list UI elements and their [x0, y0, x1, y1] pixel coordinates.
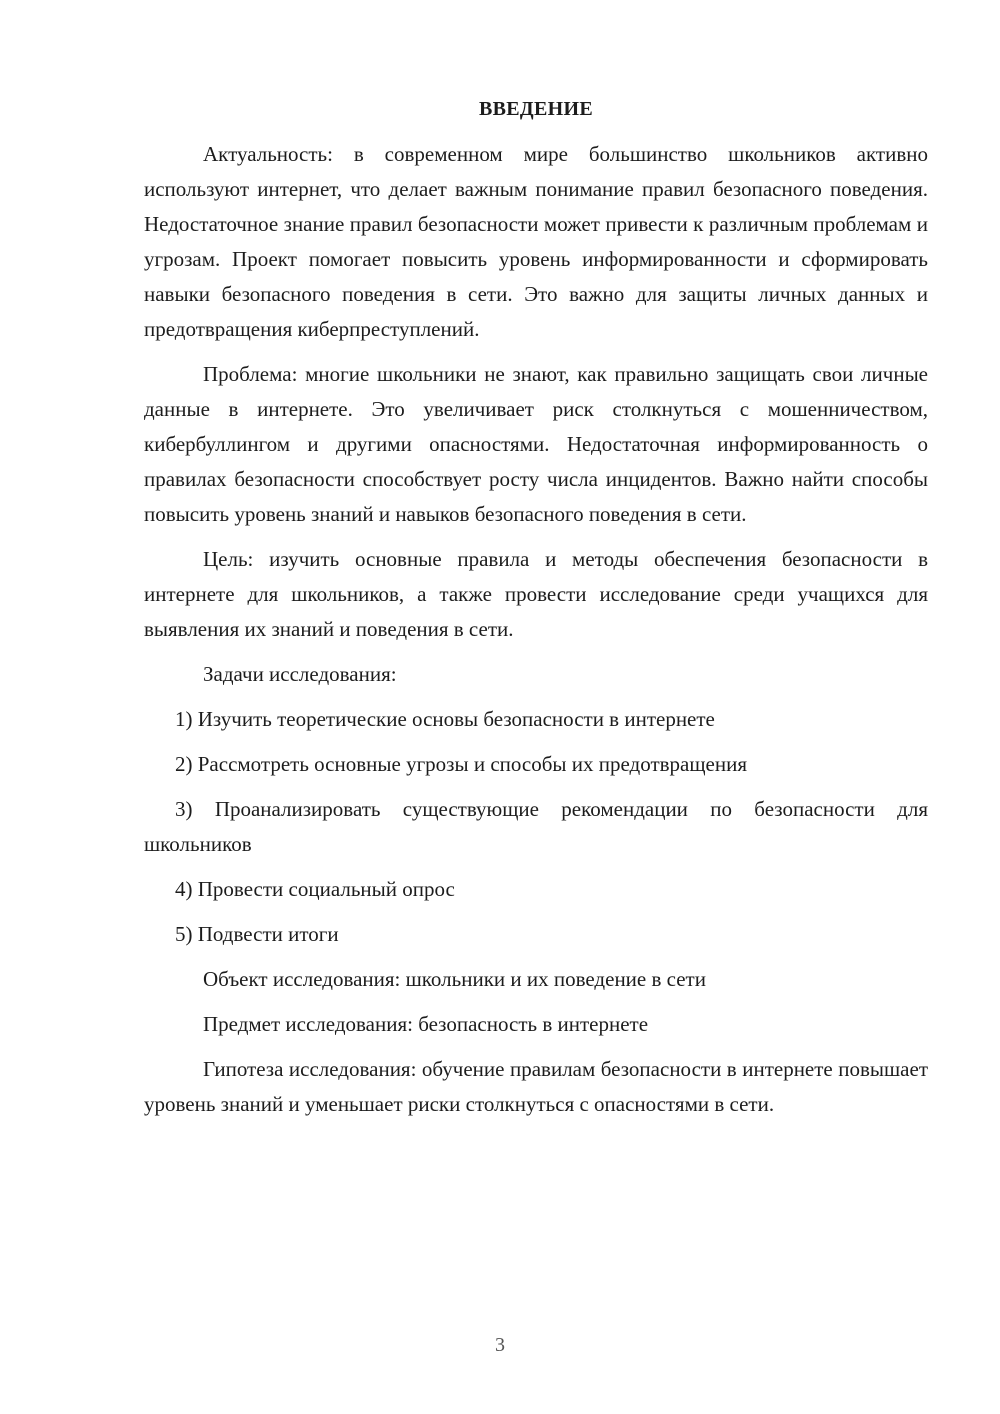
paragraph-problem: Проблема: многие школьники не знают, как правильно защищать свои личные данные в интернете. Это увеличивает риск столкнуться с мошенничеством, кибербуллингом и другими опасностями. Недостаточная информированность о правилах безопасности способствует росту числа инцидентов. Важно найти способы повысить уровень знаний и навыков безопасного поведения в сети.: [144, 362, 928, 526]
paragraph-goal: Цель: изучить основные правила и методы обеспечения безопасности в интернете для школьников, а также провести исследование среди учащихся для выявления их знаний и поведения в сети.: [144, 547, 928, 641]
paragraph-relevance: Актуальность: в современном мире большинство школьников активно используют интернет, что делает важным понимание правил безопасного поведения. Недостаточное знание правил безопасности может привести к различным проблемам и угрозам. Проект помогает повысить уровень информированности и сформировать навыки безопасного поведения в сети. Это важно для защиты личных данных и предотвращения киберпреступлений.: [144, 142, 928, 341]
tasks-heading: Задачи исследования:: [203, 662, 397, 686]
research-hypothesis: Гипотеза исследования: обучение правилам безопасности в интернете повышает уровень знаний и уменьшает риски столкнуться с опасностями в сети.: [144, 1057, 928, 1116]
task-item: 4) Провести социальный опрос: [175, 877, 455, 901]
page-number: 3: [495, 1334, 505, 1356]
task-item: 2) Рассмотреть основные угрозы и способы их предотвращения: [175, 752, 747, 776]
page-content: [144, 92, 928, 1132]
task-item: 3) Проанализировать существующие рекомендации по безопасности для школьников: [144, 797, 928, 856]
research-subject: Предмет исследования: безопасность в интернете: [203, 1012, 649, 1036]
section-title: ВВЕДЕНИЕ: [479, 98, 593, 120]
research-object: Объект исследования: школьники и их поведение в сети: [203, 967, 706, 991]
task-item: 1) Изучить теоретические основы безопасности в интернете: [175, 707, 715, 731]
task-item: 5) Подвести итоги: [175, 922, 339, 946]
